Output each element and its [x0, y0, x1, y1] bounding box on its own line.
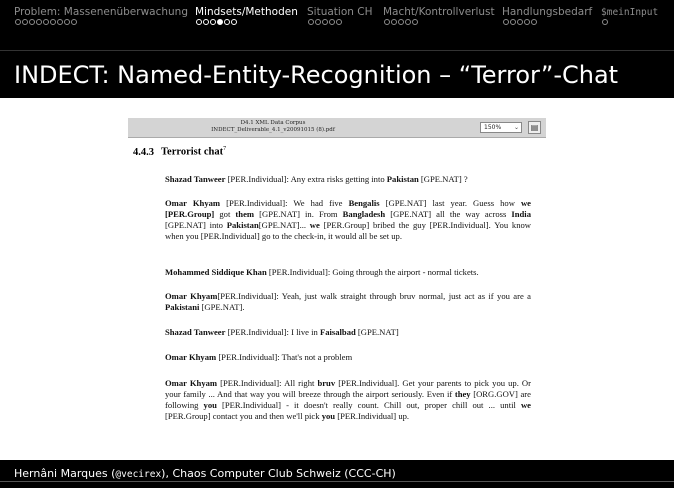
pdf-toolbar: [128, 118, 546, 138]
footer-divider: [0, 481, 674, 482]
pdf-file-name: INDECT_Deliverable_4.1_v20091015 (8).pdf: [211, 126, 335, 133]
slide-dot[interactable]: [50, 19, 56, 25]
chat-line: Omar Khyam [PER.Individual]: That's not a problem: [165, 352, 353, 362]
sidebar-toggle-button[interactable]: [528, 121, 541, 134]
author-credit: [14, 467, 396, 480]
nav-section-mein-input[interactable]: $meinInput: [601, 7, 659, 18]
slide-dot[interactable]: [15, 19, 21, 25]
slide-dot[interactable]: [336, 19, 342, 25]
nav-section-handlungsbedarf[interactable]: Handlungsbedarf: [502, 6, 593, 18]
slide-dot[interactable]: [315, 19, 321, 25]
slide-dot[interactable]: [329, 19, 335, 25]
nav-dots-macht: [384, 19, 419, 27]
slide-dot[interactable]: [398, 19, 404, 25]
slide-dot[interactable]: [503, 19, 509, 25]
nav-dots-handlungsbedarf: [503, 19, 538, 27]
footer-bar: [0, 460, 674, 488]
author-org: ), Chaos Computer Club Schweiz (CCC-CH): [161, 467, 396, 480]
slide-dot[interactable]: [29, 19, 35, 25]
section-heading: [133, 146, 226, 158]
slide-dot[interactable]: [43, 19, 49, 25]
zoom-value: 150%: [484, 124, 502, 131]
slide-dot[interactable]: [517, 19, 523, 25]
title-bar: [0, 50, 674, 98]
slide-dot[interactable]: [510, 19, 516, 25]
slide-dot[interactable]: [203, 19, 209, 25]
author-name: Hernâni Marques (: [14, 467, 116, 480]
chat-line: Omar Khyam[PER.Individual]: Yeah, just walk straight through bruv normal, just act as if you are a Pakistani [GPE.NAT].: [165, 291, 531, 312]
nav-section-macht[interactable]: Macht/Kontrollverlust: [383, 6, 495, 18]
zoom-select[interactable]: [480, 122, 522, 133]
slide-title: INDECT: Named-Entity-Recognition – “Terror”-Chat: [14, 61, 619, 89]
current-slide-dot[interactable]: [217, 19, 223, 25]
slide-dot[interactable]: [524, 19, 530, 25]
nav-dots-situation-ch: [308, 19, 343, 27]
chat-line: Omar Khyam [PER.Individual]: All right bruv [PER.Individual]. Get your parents to pick you up. Or your family ... And that way you will breeze through the airport seriously. Even if they [ORG.GOV] are following you [PER.Individual] - it doesn't really count. Chill out, proper chill out ... until we [PER.Group] contact you and then we'll pick you [PER.Individual] up.: [165, 378, 531, 421]
chat-line: Omar Khyam [PER.Individual]: We had five Bengalis [GPE.NAT] last year. Guess how we [PER.Group] got them [GPE.NAT] in. From Bangladesh [GPE.NAT] all the way across India [GPE.NAT] into Pakistan[GPE.NAT]... we [PER.Group] bribed the guy [PER.Individual]. You know when you [PER.Individual] go to the check-in, it would all be set up.: [165, 198, 532, 241]
slide-dot[interactable]: [57, 19, 63, 25]
chat-line: Shazad Tanweer [PER.Individual]: Any extra risks getting into Pakistan [GPE.NAT] ?: [165, 174, 468, 184]
slide-dot[interactable]: [64, 19, 70, 25]
slide-dot[interactable]: [71, 19, 77, 25]
chat-line: Mohammed Siddique Khan [PER.Individual]: Going through the airport - normal tickets.: [165, 267, 479, 277]
section-navigation: [0, 0, 674, 50]
slide-dot[interactable]: [308, 19, 314, 25]
pdf-document-name: [128, 120, 418, 133]
slide-dot[interactable]: [602, 19, 608, 25]
section-title: Terrorist chat: [161, 146, 224, 158]
nav-section-situation-ch[interactable]: Situation CH: [307, 6, 373, 18]
nav-section-mindsets[interactable]: Mindsets/Methoden: [195, 6, 298, 18]
slide-dot[interactable]: [322, 19, 328, 25]
slide-dot[interactable]: [36, 19, 42, 25]
slide-dot[interactable]: [210, 19, 216, 25]
slide-dot[interactable]: [22, 19, 28, 25]
nav-dots-mindsets: [196, 19, 238, 27]
nav-dots-mein-input: [602, 19, 609, 27]
slide-dot[interactable]: [196, 19, 202, 25]
sidebar-icon: ▤: [530, 123, 539, 132]
slide-dot[interactable]: [224, 19, 230, 25]
slide-dot[interactable]: [412, 19, 418, 25]
pdf-viewer: [128, 118, 546, 436]
chat-line: Shazad Tanweer [PER.Individual]: I live in Faisalbad [GPE.NAT]: [165, 327, 399, 337]
chevron-down-icon: ⌄: [513, 124, 519, 131]
author-handle: @vecirex: [115, 469, 162, 480]
section-number: 4.4.3: [133, 146, 154, 158]
slide-dot[interactable]: [231, 19, 237, 25]
footnote-marker: 7: [223, 146, 227, 152]
nav-dots-problem: [15, 19, 78, 27]
pdf-doc-title: D4.1 XML Data Corpus: [240, 120, 306, 126]
slide-dot[interactable]: [405, 19, 411, 25]
slide-dot[interactable]: [384, 19, 390, 25]
slide-dot[interactable]: [531, 19, 537, 25]
slide-dot[interactable]: [391, 19, 397, 25]
nav-section-problem[interactable]: Problem: Massenenüberwachung: [14, 6, 188, 18]
